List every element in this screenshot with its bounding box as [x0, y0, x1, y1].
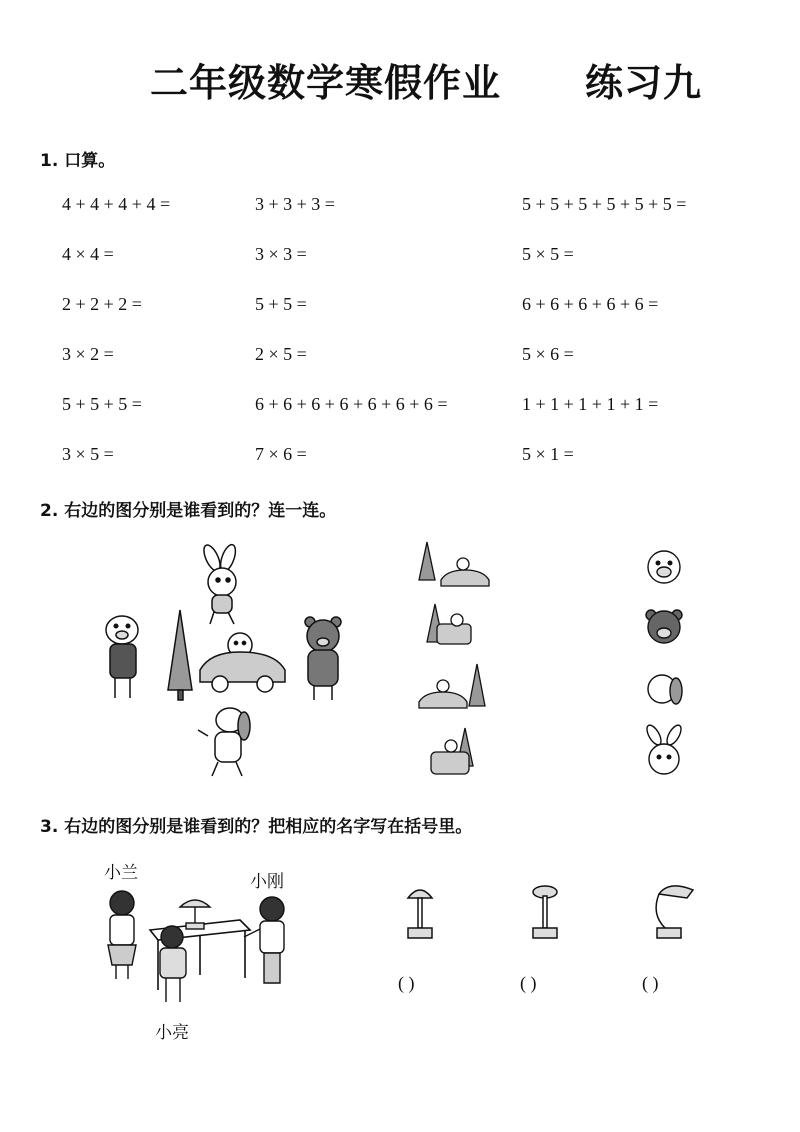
q3-lamp-views	[400, 880, 700, 950]
equation: 3 + 3 + 3 =	[255, 194, 335, 214]
equation: 4 + 4 + 4 + 4 =	[62, 194, 171, 214]
name-label-xiaoliang: 小亮	[155, 1023, 189, 1043]
rabbit-illustration	[201, 543, 239, 624]
lamp-front-view-icon	[408, 890, 432, 938]
girl-illustration	[108, 891, 136, 979]
equation: 6 + 6 + 6 + 6 + 6 =	[522, 294, 659, 314]
q3-scene-illustration	[100, 885, 300, 1015]
bear-head-icon	[646, 610, 682, 643]
equation: 5 + 5 =	[255, 294, 307, 314]
page-title	[0, 52, 800, 105]
equation: 5 × 6 =	[522, 344, 574, 364]
equation: 5 + 5 + 5 =	[62, 394, 142, 414]
rabbit-head-icon	[644, 723, 684, 774]
equation: 3 × 5 =	[62, 444, 114, 464]
exercise-number: 练习九	[585, 61, 703, 105]
equation: 5 × 5 =	[522, 244, 574, 264]
lamp-top-side-view-icon	[533, 886, 557, 938]
lamp-side-view-icon	[656, 886, 693, 938]
tree-illustration	[168, 610, 192, 700]
pig-illustration	[106, 616, 138, 698]
equation: 2 + 2 + 2 =	[62, 294, 142, 314]
name-label-xiaolan: 小兰	[104, 863, 138, 883]
q2-heading: 2. 右边的图分别是谁看到的？连一连。	[40, 501, 337, 521]
q2-views-column	[415, 540, 495, 785]
name-label-xiaogang: 小刚	[250, 872, 284, 892]
answer-blank-2[interactable]: ( )	[520, 973, 537, 993]
equation: 2 × 5 =	[255, 344, 307, 364]
equation: 5 × 1 =	[522, 444, 574, 464]
q1-heading: 1. 口算。	[40, 151, 116, 171]
dog-head-icon	[648, 675, 682, 704]
equation: 7 × 6 =	[255, 444, 307, 464]
q3-heading: 3. 右边的图分别是谁看到的？把相应的名字写在括号里。	[40, 817, 473, 837]
view-car-front-tree-icon	[431, 728, 473, 774]
dog-illustration	[198, 708, 250, 776]
q2-scene-illustration	[100, 540, 360, 790]
boy-back-illustration	[160, 926, 186, 1002]
equation: 6 + 6 + 6 + 6 + 6 + 6 + 6 =	[255, 394, 448, 414]
answer-blank-3[interactable]: ( )	[642, 973, 659, 993]
pig-head-icon	[648, 551, 680, 583]
equation: 3 × 3 =	[255, 244, 307, 264]
view-tree-behind-car-icon	[427, 604, 471, 644]
boy-right-illustration	[244, 897, 284, 983]
equation: 1 + 1 + 1 + 1 + 1 =	[522, 394, 659, 414]
bear-illustration	[305, 617, 341, 700]
worksheet-title: 二年级数学寒假作业	[150, 61, 502, 105]
equation: 4 × 4 =	[62, 244, 114, 264]
equation: 5 + 5 + 5 + 5 + 5 + 5 =	[522, 194, 687, 214]
equation: 3 × 2 =	[62, 344, 114, 364]
view-tree-left-car-icon	[419, 542, 489, 586]
car-illustration	[200, 633, 285, 692]
answer-blank-1[interactable]: ( )	[398, 973, 415, 993]
view-car-tree-right-icon	[419, 664, 485, 708]
q2-heads-column	[636, 545, 696, 785]
